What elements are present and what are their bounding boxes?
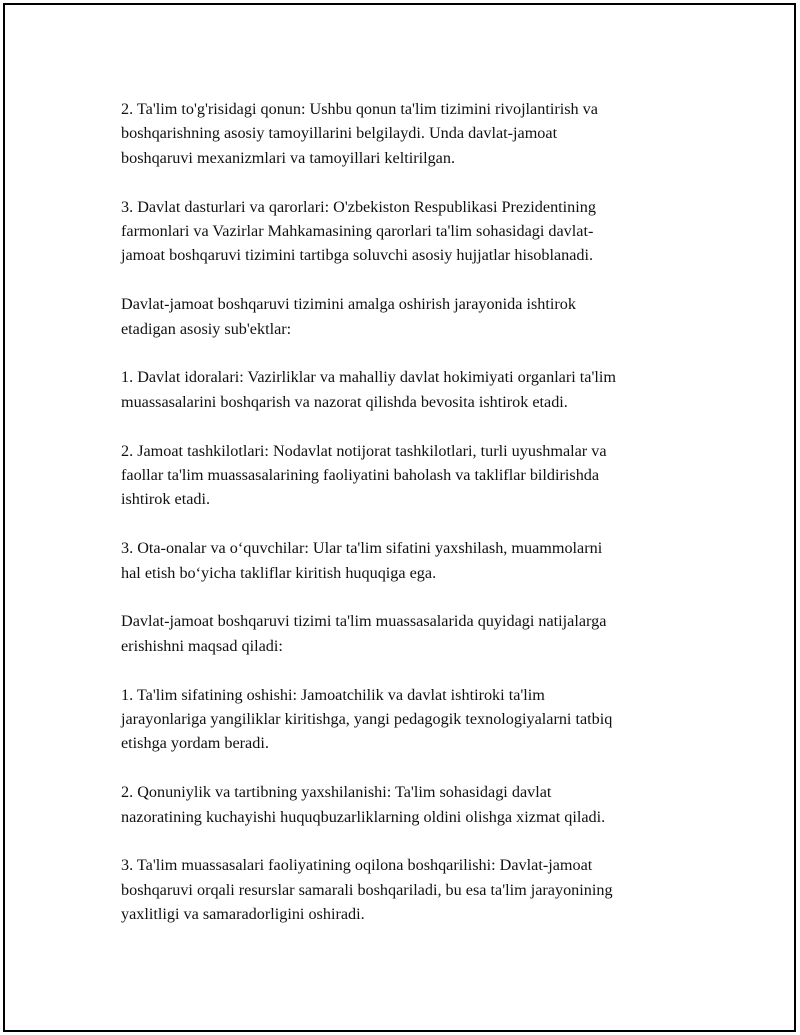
paragraph-legality-order: 2. Qonuniylik va tartibning yaxshilanishi: Ta'lim sohasidagi davlat nazoratining kuchayishi huquqbuzarliklarning oldini olishga xizmat qiladi.: [121, 783, 606, 826]
paragraph-results-intro: Davlat-jamoat boshqaruvi tizimi ta'lim muassasalarida quyidagi natijalarga erishishni maqsad qiladi:: [121, 612, 607, 655]
paragraph-public-organizations: 2. Jamoat tashkilotlari: Nodavlat notijorat tashkilotlari, turli uyushmalar va faollar ta'lim muassasalarining faoliyatini baholash va takliflar bildirishda ishtirok etadi.: [121, 441, 607, 509]
paragraph-quality-improvement: 1. Ta'lim sifatining oshishi: Jamoatchilik va davlat ishtiroki ta'lim jarayonlariga yangiliklar kiritishga, yangi pedagogik texnologiyalarni tatbiq etishga yordam beradi.: [121, 685, 613, 753]
paragraph-parents-students: 3. Ota-onalar va o‘quvchilar: Ular ta'lim sifatini yaxshilash, muammolarni hal etish bo‘yicha takliflar kiritish huquqiga ega.: [121, 539, 603, 582]
paragraph-state-bodies: 1. Davlat idoralari: Vazirliklar va mahalliy davlat hokimiyati organlari ta'lim muassasalarini boshqarish va nazorat qilishda bevosita ishtirok etadi.: [121, 368, 616, 411]
paragraph-subjects-intro: Davlat-jamoat boshqaruvi tizimini amalga oshirish jarayonida ishtirok etadigan asosiy sub'ektlar:: [121, 295, 576, 338]
document-body: [121, 97, 701, 951]
paragraph-rational-management: 3. Ta'lim muassasalari faoliyatining oqilona boshqarilishi: Davlat-jamoat boshqaruvi orqali resurslar samarali boshqariladi, bu esa ta'lim jarayonining yaxlitligi va samaradorligini oshiradi.: [121, 856, 613, 924]
page-frame: [3, 3, 796, 1032]
paragraph-state-programs: 3. Davlat dasturlari va qarorlari: O'zbekiston Respublikasi Prezidentining farmonlari va Vazirlar Mahkamasining qarorlari ta'lim sohasidagi davlat- jamoat boshqaruvi tizimini tartibga soluvchi asosiy hujjatlar hisoblanadi.: [121, 197, 596, 265]
paragraph-law-on-education: 2. Ta'lim to'g'risidagi qonun: Ushbu qonun ta'lim tizimini rivojlantirish va boshqarishning asosiy tamoyillarini belgilaydi. Unda davlat-jamoat boshqaruvi mexanizmlari va tamoyillari keltirilgan.: [121, 100, 598, 167]
